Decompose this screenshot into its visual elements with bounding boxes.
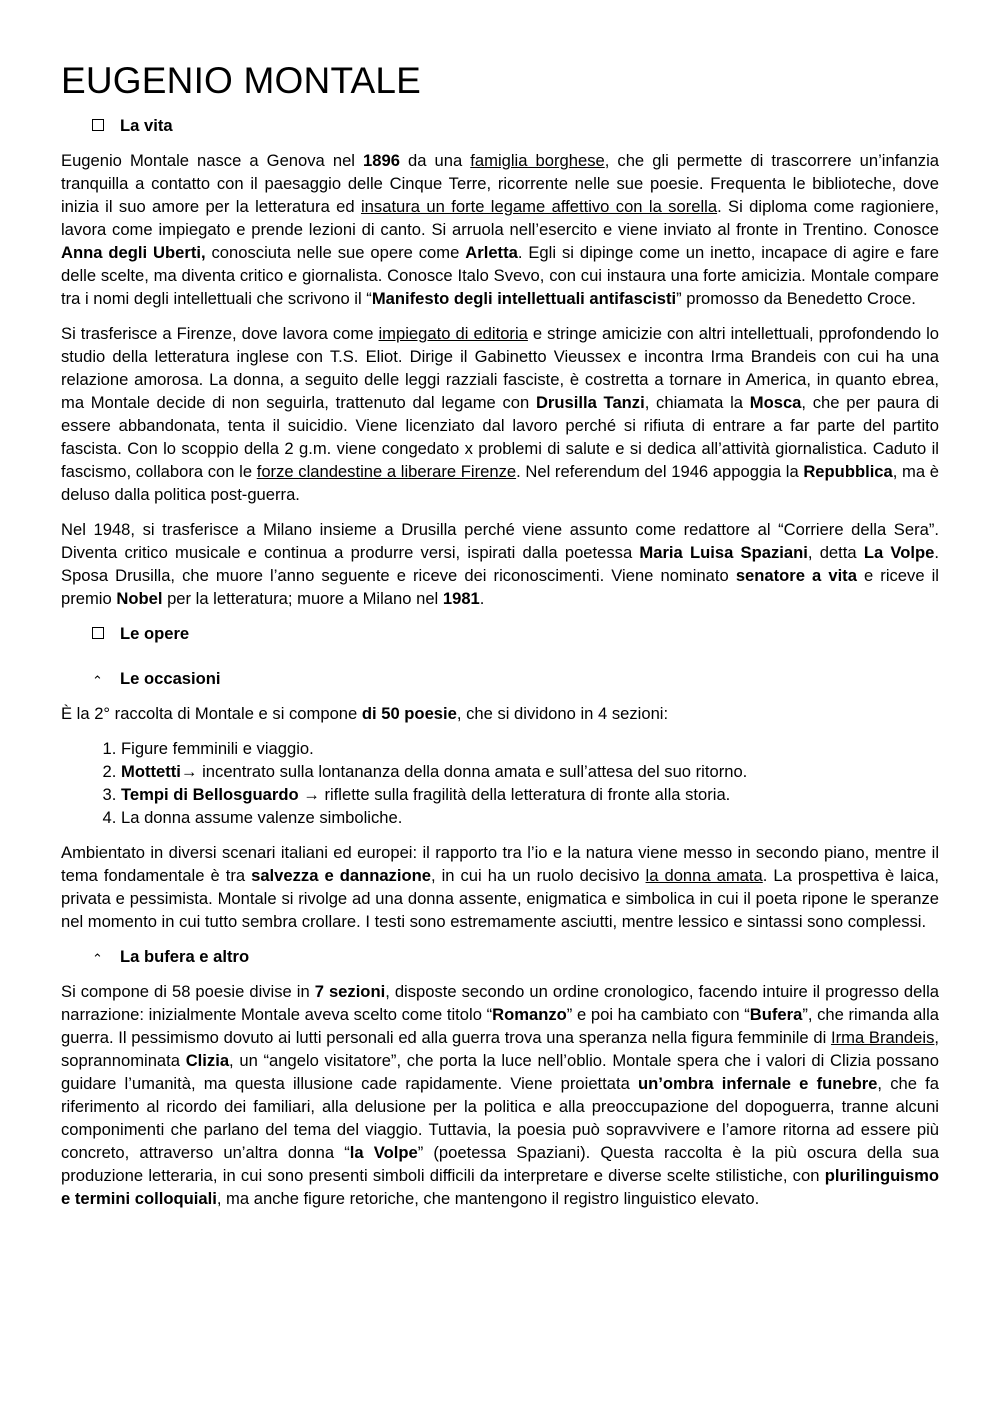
underlined-text: famiglia borghese bbox=[470, 151, 605, 170]
text-run: incentrato sulla lontananza della donna amata e sull’attesa del suo ritorno. bbox=[197, 762, 748, 781]
paragraph-vita-1 bbox=[61, 149, 939, 310]
paragraph-occasioni-intro bbox=[61, 702, 939, 725]
underlined-text: insatura un forte legame affettivo con la sorella bbox=[361, 197, 718, 216]
text-run: Si compone di 58 poesie divise in bbox=[61, 982, 315, 1001]
subsection-heading-occasioni bbox=[92, 667, 939, 690]
paragraph-occasioni bbox=[61, 841, 939, 933]
list-item bbox=[121, 760, 939, 783]
text-run: . Egli si dipinge come un inetto, incapace di agire e fare delle scelte, ma diventa critico e giornalista. Conosce Italo Svevo, con cui instaura una forte amicizia. Montale compare tra i nomi degli intellettuali che scrivono il “ bbox=[61, 243, 939, 308]
list-item bbox=[121, 806, 939, 829]
checkbox-bullet-icon bbox=[92, 119, 104, 131]
paragraph-vita-3 bbox=[61, 518, 939, 610]
subsection-heading-label: Le occasioni bbox=[120, 669, 221, 688]
bold-text: Arletta bbox=[465, 243, 518, 262]
text-run: per la letteratura; muore a Milano nel bbox=[162, 589, 443, 608]
text-run: , disposte secondo un ordine cronologico, facendo intuire il progresso della narrazione: inizialmente Montale aveva scelto come titolo “ bbox=[61, 982, 939, 1024]
text-run: da una bbox=[399, 151, 471, 170]
text-run: ” (poetessa Spaziani). Questa raccolta è la più oscura della sua produzione letteraria, in cui sono presenti simboli difficili da interpretare e diverse scelte stilistiche, con bbox=[61, 1143, 939, 1185]
arrowhead-bullet-icon: ⌃ bbox=[92, 672, 103, 688]
bold-text: Manifesto degli intellettuali antifascisti bbox=[371, 289, 677, 308]
bold-text: 7 sezioni bbox=[314, 982, 386, 1001]
text-run: Si trasferisce a Firenze, dove lavora come bbox=[61, 324, 379, 343]
bold-text: Repubblica bbox=[803, 462, 893, 481]
underlined-text: Irma Brandeis bbox=[830, 1028, 935, 1047]
text-run: Eugenio Montale nasce a Genova nel bbox=[61, 151, 364, 170]
bold-text: Romanzo bbox=[492, 1005, 567, 1024]
text-run: ”, che rimanda alla guerra. Il pessimismo dovuto ai lutti personali ed alla guerra trova una speranza nella figura femminile di bbox=[61, 1005, 939, 1047]
text-run: Figure femminili e viaggio. bbox=[121, 739, 314, 758]
list-item bbox=[121, 737, 939, 760]
bold-text: Nobel bbox=[116, 589, 163, 608]
text-run: conosciuta nelle sue opere come bbox=[205, 243, 466, 262]
underlined-text: forze clandestine a liberare Firenze bbox=[256, 462, 517, 481]
text-run: Nel 1948, si trasferisce a Milano insieme a Drusilla perché viene assunto come redattore al “Corriere della Sera”. Diventa critico musicale e continua a produrre versi, ispirati dalla poetessa bbox=[61, 520, 939, 562]
text-run: e riceve il premio bbox=[61, 566, 939, 608]
text-run: . bbox=[479, 589, 485, 608]
text-run: . La prospettiva è laica, privata e pessimista. Montale si rivolge ad una donna assente, enigmatica e simbolica in cui il poeta ripone le speranze nel momento in cui tutto sembra crollare. I testi sono estremamente asciutti, mentre lessico e sintassi sono complessi. bbox=[61, 866, 939, 931]
text-run: , che si dividono in 4 sezioni: bbox=[456, 704, 669, 723]
text-run: , detta bbox=[807, 543, 864, 562]
text-run: . Sposa Drusilla, che muore l’anno seguente e riceve dei riconoscimenti. Viene nominato bbox=[61, 543, 939, 585]
text-run: , un “angelo visitatore”, che porta la luce nell’oblio. Montale spera che i valori di Clizia possano guidare l’umanità, ma questa illusione cade rapidamente. Viene proiettata bbox=[61, 1051, 939, 1093]
text-run: , che gli permette di trascorrere un’infanzia tranquilla a contatto con il paesaggio delle Cinque Terre, ricorrente nelle sue poesie. Frequenta le biblioteche, dove inizia il suo amore per la letteratura ed bbox=[61, 151, 939, 216]
bold-text: Maria Luisa Spaziani bbox=[639, 543, 808, 562]
underlined-text: impiegato di editoria bbox=[378, 324, 528, 343]
text-run: , in cui ha un ruolo decisivo bbox=[430, 866, 646, 885]
bold-text: Mosca bbox=[749, 393, 802, 412]
text-run: , soprannominata bbox=[61, 1028, 939, 1070]
text-run: ” promosso da Benedetto Croce. bbox=[676, 289, 916, 308]
text-run: ” e poi ha cambiato con “ bbox=[566, 1005, 750, 1024]
underlined-text: la donna amata bbox=[645, 866, 763, 885]
text-run: È la 2° raccolta di Montale e si compone bbox=[61, 704, 362, 723]
bold-text: → bbox=[303, 785, 320, 804]
checkbox-bullet-icon bbox=[92, 627, 104, 639]
text-run: e stringe amicizie con altri intellettuali, pprofondendo lo studio della letteratura inglese con T.S. Eliot. Dirige il Gabinetto Vieussex e incontra Irma Brandeis con cui ha una relazione amorosa. La donna, a seguito delle leggi razziali fasciste, è costretta a tornare in America, in quanto ebrea, ma Montale decide di non seguirla, trattenuto dal legame con bbox=[61, 324, 939, 412]
sections-list bbox=[61, 737, 939, 829]
bold-text: Tempi di Bellosguardo bbox=[121, 785, 304, 804]
section-heading-vita bbox=[92, 114, 939, 137]
bold-text: Anna degli Uberti, bbox=[61, 243, 206, 262]
text-run: , chiamata la bbox=[644, 393, 750, 412]
text-run: La donna assume valenze simboliche. bbox=[121, 808, 403, 827]
arrowhead-bullet-icon: ⌃ bbox=[92, 950, 103, 966]
paragraph-vita-2 bbox=[61, 322, 939, 506]
section-heading-label: Le opere bbox=[120, 624, 190, 643]
subsection-heading-label: La bufera e altro bbox=[120, 947, 250, 966]
bold-text: Clizia bbox=[185, 1051, 230, 1070]
section-heading-label: La vita bbox=[120, 116, 173, 135]
text-run: , ma anche figure retoriche, che mantengono il registro linguistico elevato. bbox=[216, 1189, 760, 1208]
bold-text: di 50 poesie bbox=[361, 704, 457, 723]
bold-text: 1981 bbox=[442, 589, 480, 608]
text-run: , ma è deluso dalla politica post-guerra. bbox=[61, 462, 939, 504]
text-run: , che per paura di essere abbandonata, tenta il suicidio. Viene licenziato dal lavoro perché si rifiuta di entrare a far parte del partito fascista. Con lo scoppio della 2 g.m. viene congedato x problemi di salute e si dedica all’attività giornalistica. Caduto il fascismo, collabora con le bbox=[61, 393, 939, 481]
bold-text: plurilinguismo e termini colloquiali bbox=[61, 1166, 939, 1208]
bold-text: → bbox=[180, 762, 198, 781]
bold-text: salvezza e dannazione bbox=[251, 866, 431, 885]
bold-text: Mottetti bbox=[121, 762, 181, 781]
bold-text: Drusilla Tanzi bbox=[535, 393, 645, 412]
list-item bbox=[121, 783, 939, 806]
document-page bbox=[61, 58, 939, 1222]
bold-text: un’ombra infernale e funebre bbox=[638, 1074, 878, 1093]
bold-text: Bufera bbox=[749, 1005, 803, 1024]
text-run: riflette sulla fragilità della letteratura di fronte alla storia. bbox=[319, 785, 731, 804]
bold-text: senatore a vita bbox=[735, 566, 857, 585]
document-title: EUGENIO MONTALE bbox=[61, 60, 422, 101]
text-run: , che fa riferimento al ricordo dei familiari, alla delusione per la politica e alla preoccupazione del dopoguerra, tranne alcuni componimenti che parlano del tema del viaggio. Tuttavia, la poesia può sopravvivere e l’amore ritorna ad essere più concreto, attraverso un’altra donna “ bbox=[61, 1074, 939, 1162]
subsection-heading-bufera bbox=[92, 945, 939, 968]
bold-text: 1896 bbox=[363, 151, 400, 170]
section-heading-opere bbox=[92, 622, 939, 645]
bold-text: la Volpe bbox=[349, 1143, 418, 1162]
text-run: . Nel referendum del 1946 appoggia la bbox=[516, 462, 804, 481]
text-run: Ambientato in diversi scenari italiani ed europei: il rapporto tra l’io e la natura viene messo in secondo piano, mentre il tema fondamentale è tra bbox=[61, 843, 939, 885]
bold-text: La Volpe bbox=[863, 543, 935, 562]
text-run: . Si diploma come ragioniere, lavora come impiegato e prende lezioni di canto. Si arruola nell’esercito e viene inviato al fronte in Trentino. Conosce bbox=[61, 197, 939, 239]
paragraph-bufera bbox=[61, 980, 939, 1210]
